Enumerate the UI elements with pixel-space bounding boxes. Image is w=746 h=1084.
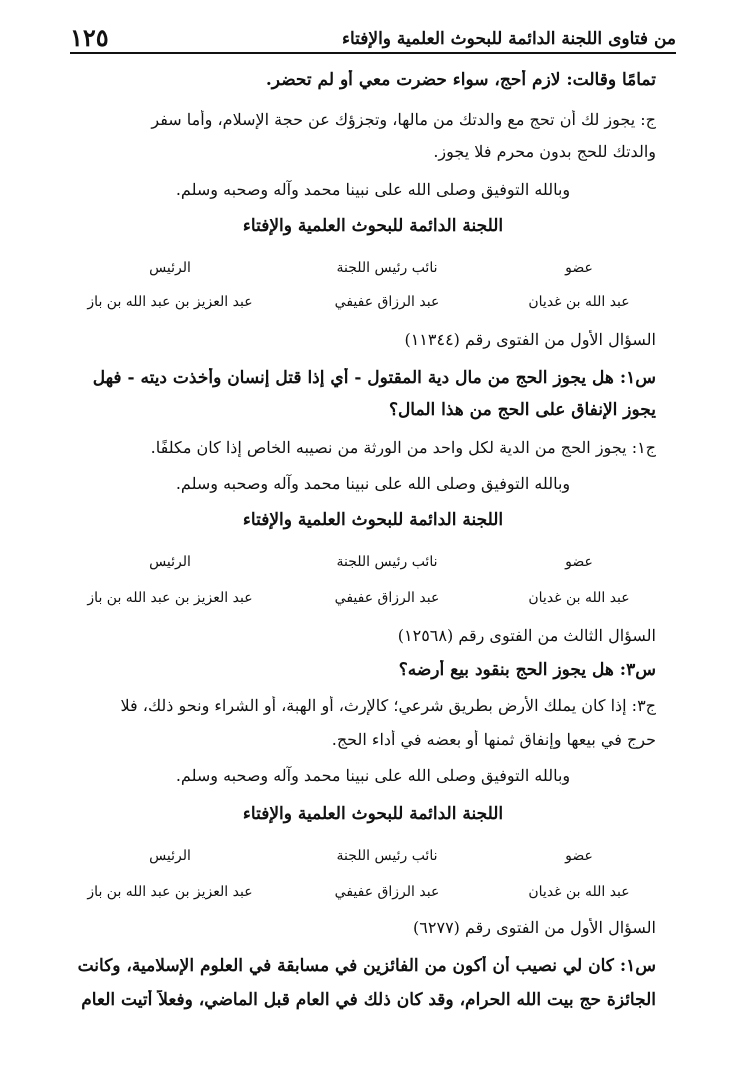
header-title: من فتاوى اللجنة الدائمة للبحوث العلمية والإفتاء — [341, 29, 676, 49]
question-line: س٣: هل يجوز الحج بنقود بيع أرضه؟ — [398, 660, 656, 680]
question-line: س١: كان لي نصيب أن أكون من الفائزين في مسابقة في العلوم الإسلامية، وكانت — [77, 956, 656, 976]
role-member: عضو — [565, 260, 593, 276]
question-line: يجوز الإنفاق على الحج من هذا المال؟ — [388, 400, 656, 420]
fatwa-number: السؤال الأول من الفتوى رقم (١١٣٤٤) — [404, 330, 656, 349]
page-header — [70, 18, 676, 54]
answer-line: ج٣: إذا كان يملك الأرض بطريق شرعي؛ كالإرث، أو الهبة، أو الشراء ونحو ذلك، فلا — [120, 696, 656, 715]
role-deputy: نائب رئيس اللجنة — [336, 554, 438, 570]
answer-line: ج: يجوز لك أن تحج مع والدتك من مالها، وتجزؤك عن حجة الإسلام، وأما سفر — [151, 110, 656, 129]
name-chairman: عبد العزيز بن عبد الله بن باز — [87, 294, 253, 310]
question-line: س١: هل يجوز الحج من مال دية المقتول - أي إذا قتل إنسان وأخذت ديته - فهل — [92, 368, 656, 388]
committee-name: اللجنة الدائمة للبحوث العلمية والإفتاء — [242, 216, 504, 236]
name-deputy: عبد الرزاق عفيفي — [334, 294, 440, 310]
signature-roles — [70, 260, 654, 276]
signature-names — [70, 590, 654, 606]
name-member: عبد الله بن غديان — [528, 884, 630, 900]
answer-line: ج١: يجوز الحج من الدية لكل واحد من الورثة من نصيبه الخاص إذا كان مكلفًا. — [150, 438, 656, 457]
signature-roles — [70, 848, 654, 864]
fatwa-number: السؤال الثالث من الفتوى رقم (١٢٥٦٨) — [397, 626, 656, 645]
closing-line: وبالله التوفيق وصلى الله على نبينا محمد وآله وصحبه وسلم. — [175, 180, 571, 199]
closing-line: وبالله التوفيق وصلى الله على نبينا محمد وآله وصحبه وسلم. — [175, 766, 571, 785]
answer-line: تمامًا وقالت: لازم أحج، سواء حضرت معي أو لم تحضر. — [265, 70, 656, 90]
name-chairman: عبد العزيز بن عبد الله بن باز — [87, 884, 253, 900]
name-deputy: عبد الرزاق عفيفي — [334, 590, 440, 606]
role-chairman: الرئيس — [149, 848, 191, 864]
role-deputy: نائب رئيس اللجنة — [336, 848, 438, 864]
role-deputy: نائب رئيس اللجنة — [336, 260, 438, 276]
role-chairman: الرئيس — [149, 260, 191, 276]
closing-line: وبالله التوفيق وصلى الله على نبينا محمد وآله وصحبه وسلم. — [175, 474, 571, 493]
answer-line: والدتك للحج بدون محرم فلا يجوز. — [433, 142, 656, 161]
fatwa-number: السؤال الأول من الفتوى رقم (٦٢٧٧) — [413, 918, 656, 937]
role-member: عضو — [565, 848, 593, 864]
name-deputy: عبد الرزاق عفيفي — [334, 884, 440, 900]
signature-names — [70, 294, 654, 310]
signature-names — [70, 884, 654, 900]
role-member: عضو — [565, 554, 593, 570]
name-member: عبد الله بن غديان — [528, 590, 630, 606]
name-chairman: عبد العزيز بن عبد الله بن باز — [87, 590, 253, 606]
question-line: الجائزة حج بيت الله الحرام، وقد كان ذلك في العام قبل الماضي، وفعلاً أتيت العام — [81, 990, 656, 1010]
role-chairman: الرئيس — [149, 554, 191, 570]
answer-line: حرج في بيعها وإنفاق ثمنها أو بعضه في أداء الحج. — [331, 730, 656, 749]
name-member: عبد الله بن غديان — [528, 294, 630, 310]
page-number: ١٢٥ — [70, 23, 109, 52]
signature-roles — [70, 554, 654, 570]
committee-name: اللجنة الدائمة للبحوث العلمية والإفتاء — [242, 804, 504, 824]
committee-name: اللجنة الدائمة للبحوث العلمية والإفتاء — [242, 510, 504, 530]
